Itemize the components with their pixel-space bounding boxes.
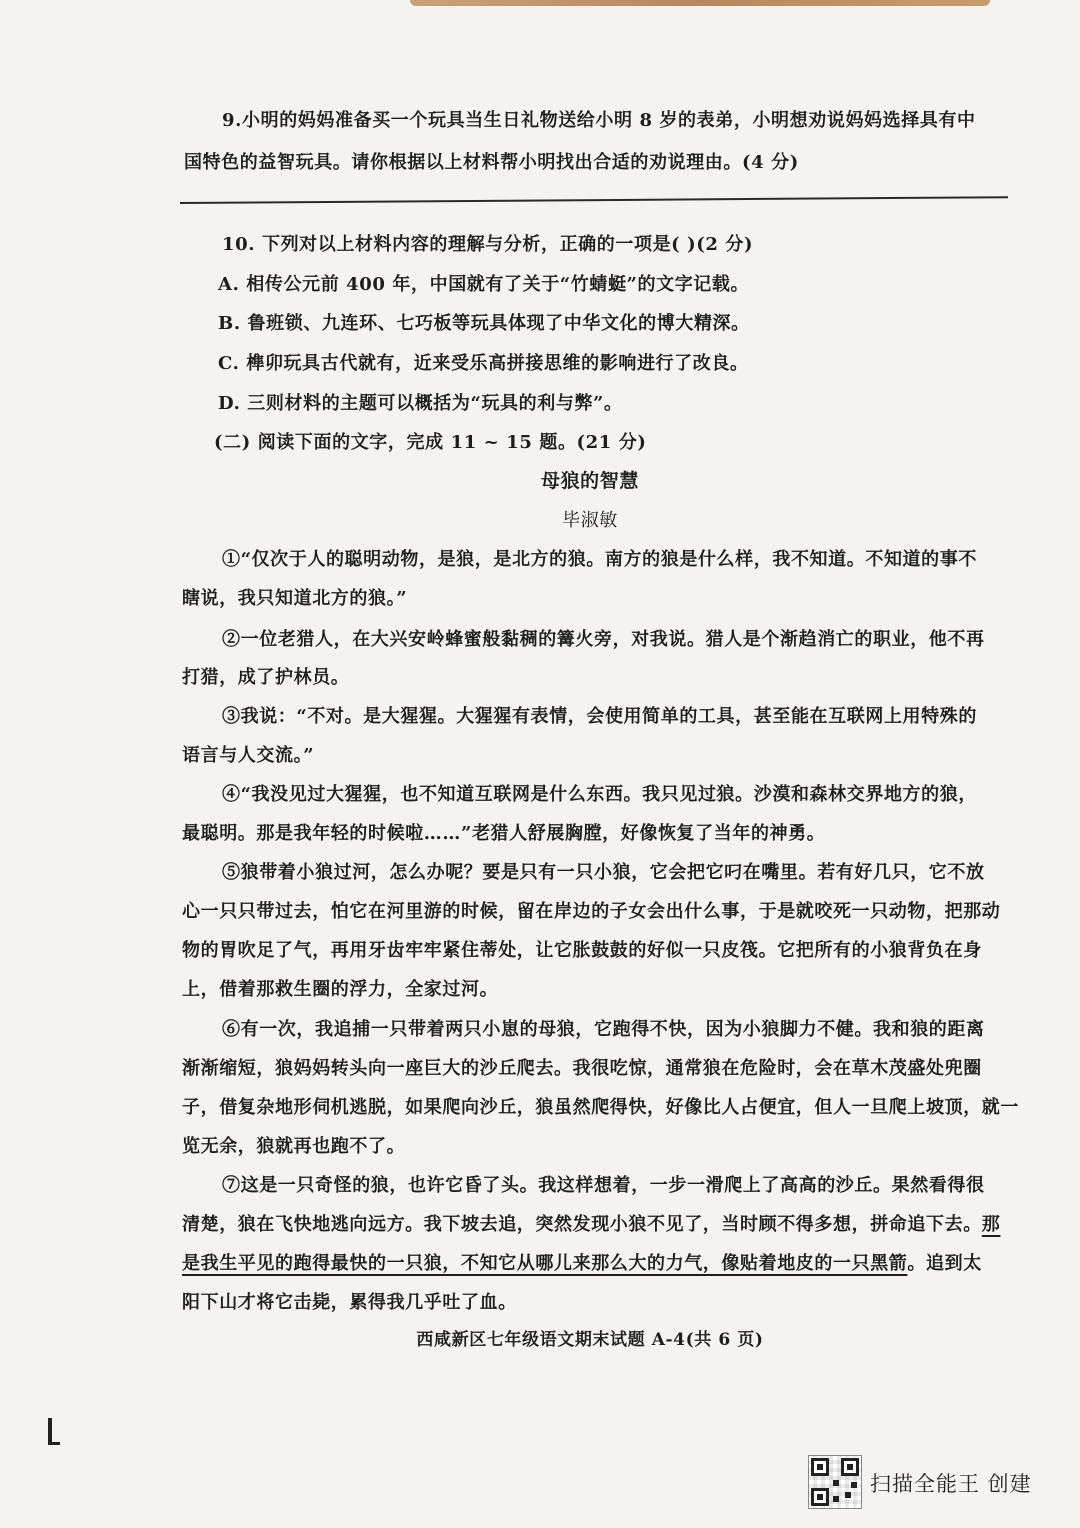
paragraph-line-p7-3 bbox=[182, 1249, 982, 1275]
q9-line-1: 9.小明的妈妈准备买一个玩具当生日礼物送给小明 8 岁的表弟，小明想劝说妈妈选择具有中 bbox=[222, 110, 976, 131]
paragraph-line: 阳下山才将它击毙，累得我几乎吐了血。 bbox=[182, 1292, 517, 1313]
paragraph-line: ①“仅次于人的聪明动物，是狼，是北方的狼。南方的狼是什么样，我不知道。不知道的事不 bbox=[222, 549, 977, 570]
scanner-watermark: 扫描全能王 创建 bbox=[870, 1472, 1032, 1496]
page-footer: 西咸新区七年级语文期末试题 A-4(共 6 页) bbox=[416, 1330, 764, 1350]
p7-line3-text: 。追到太 bbox=[907, 1253, 982, 1274]
qr-module bbox=[845, 1492, 851, 1498]
p7-line2-text: 清楚，狼在飞快地逃向远方。我下坡去追，突然发现小狼不见了，当时顾不得多想，拼命追下去。 bbox=[182, 1214, 982, 1235]
qr-module bbox=[833, 1480, 839, 1486]
paragraph-line-p7-2 bbox=[182, 1210, 1000, 1236]
paragraph-line: 最聪明。那是我年轻的时候啦……”老猎人舒展胸膛，好像恢复了当年的神勇。 bbox=[182, 823, 826, 844]
paragraph-line: 瞎说，我只知道北方的狼。” bbox=[182, 588, 408, 609]
q10-option-c: C. 榫卯玩具古代就有，近来受乐高拼接思维的影响进行了改良。 bbox=[218, 353, 749, 374]
paragraph-line: ④“我没见过大猩猩，也不知道互联网是什么东西。我只见过狼。沙漠和森林交界地方的狼， bbox=[222, 784, 977, 805]
q10-stem: 10. 下列对以上材料内容的理解与分析，正确的一项是( )(2 分) bbox=[222, 234, 754, 255]
underlined-sentence: 是我生平见的跑得最快的一只狼，不知它从哪儿来那么大的力气，像贴着地皮的一只黑箭 bbox=[182, 1253, 908, 1274]
paragraph-line: ②一位老猎人，在大兴安岭蜂蜜般黏稠的篝火旁，对我说。猎人是个渐趋消亡的职业，他不再 bbox=[222, 629, 985, 650]
paragraph-line: 渐渐缩短，狼妈妈转头向一座巨大的沙丘爬去。我很吃惊，通常狼在危险时，会在草木茂盛处兜圈 bbox=[182, 1058, 982, 1079]
qr-finder bbox=[841, 1458, 859, 1476]
qr-code-icon bbox=[808, 1455, 862, 1509]
paragraph-line: ⑥有一次，我追捕一只带着两只小崽的母狼，它跑得不快，因为小狼脚力不健。我和狼的距离 bbox=[222, 1019, 985, 1040]
paragraph-line: 子，借复杂地形伺机逃脱，如果爬向沙丘，狼虽然爬得快，好像比人占便宜，但人一旦爬上坡顶，就一 bbox=[182, 1097, 1019, 1118]
article-title: 母狼的智慧 bbox=[540, 470, 639, 492]
paragraph-line: 览无余，狼就再也跑不了。 bbox=[182, 1136, 406, 1157]
paragraph-line: ③我说：“不对。是大猩猩。大猩猩有表情，会使用简单的工具，甚至能在互联网上用特殊的 bbox=[222, 706, 977, 727]
paragraph-line: 语言与人交流。” bbox=[182, 745, 315, 766]
answer-line bbox=[180, 196, 1008, 204]
paragraph-line: 上，借着那救生圈的浮力，全家过河。 bbox=[182, 979, 499, 1000]
paragraph-line: ⑤狼带着小狼过河，怎么办呢？要是只有一只小狼，它会把它叼在嘴里。若有好几只，它不放 bbox=[222, 862, 985, 883]
section-heading: (二) 阅读下面的文字，完成 11 ~ 15 题。(21 分) bbox=[214, 432, 647, 453]
q10-option-d: D. 三则材料的主题可以概括为“玩具的利与弊”。 bbox=[218, 393, 623, 414]
paragraph-line: 打猎，成了护林员。 bbox=[182, 667, 350, 688]
qr-finder bbox=[811, 1488, 829, 1506]
paragraph-line: 物的胃吹足了气，再用牙齿牢牢紧住蒂处，让它胀鼓鼓的好似一只皮筏。它把所有的小狼背负在身 bbox=[182, 940, 982, 961]
article-author: 毕淑敏 bbox=[562, 510, 618, 531]
q10-option-a: A. 相传公元前 400 年，中国就有了关于“竹蜻蜓”的文字记载。 bbox=[218, 274, 750, 295]
qr-finder bbox=[811, 1458, 829, 1476]
qr-module bbox=[833, 1496, 839, 1502]
paragraph-line: ⑦这是一只奇怪的狼，也许它昏了头。我这样想着，一步一滑爬上了高高的沙丘。果然看得很 bbox=[222, 1175, 985, 1196]
q9-line-2: 国特色的益智玩具。请你根据以上材料帮小明找出合适的劝说理由。(4 分) bbox=[184, 152, 799, 173]
q10-option-b: B. 鲁班锁、九连环、七巧板等玩具体现了中华文化的博大精深。 bbox=[218, 313, 750, 334]
p7-line2-underlined: 那 bbox=[981, 1214, 1001, 1235]
corner-mark bbox=[48, 1418, 52, 1444]
qr-module bbox=[851, 1482, 857, 1488]
paragraph-line: 心一只只带过去，怕它在河里游的时候，留在岸边的子女会出什么事，于是就咬死一只动物，把那动 bbox=[182, 901, 1001, 922]
